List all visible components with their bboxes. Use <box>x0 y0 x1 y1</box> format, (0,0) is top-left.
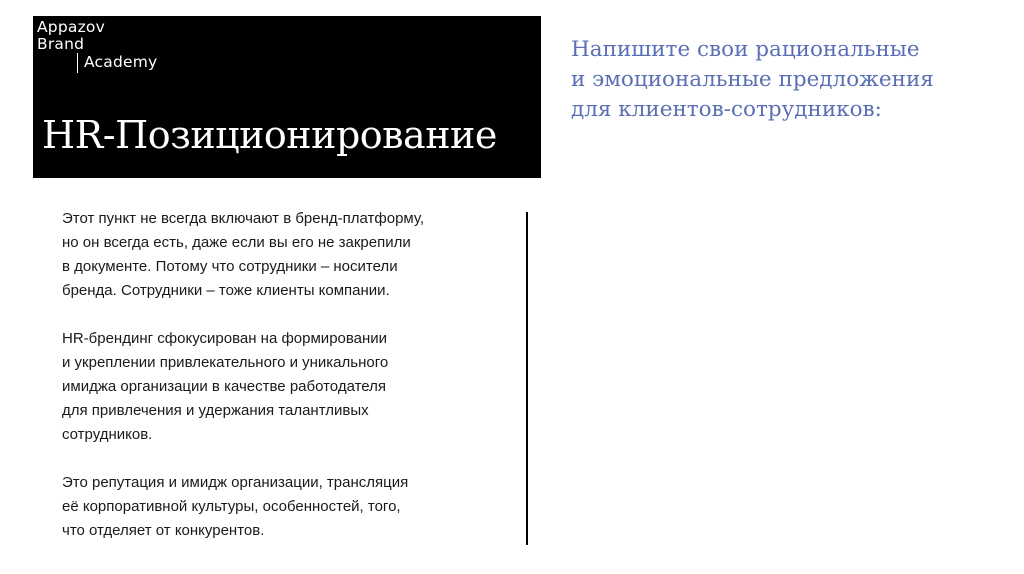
body-text <box>62 207 512 543</box>
body-paragraph-1: Этот пункт не всегда включают в бренд-платформу, но он всегда есть, даже если вы его не закрепили в документе. Потому что сотрудники – носители бренда. Сотрудники – тоже клиенты компании. <box>62 210 425 299</box>
brand-logo <box>37 18 158 71</box>
logo-line-brand: Brand <box>37 35 85 53</box>
exercise-prompt: Напишите свои рациональные и эмоциональные предложения для клиентов-сотрудников: <box>571 37 934 122</box>
logo-line-appazov: Appazov <box>37 18 105 36</box>
title-block <box>33 16 541 178</box>
body-paragraph-2: HR-брендинг сфокусирован на формировании и укреплении привлекательного и уникального имиджа организации в качестве работодателя для привлечения и удержания талантливых сотрудников. <box>62 330 389 443</box>
body-paragraph-3: Это репутация и имидж организации, трансляция её корпоративной культуры, особенностей, того, что отделяет от конкурентов. <box>62 474 409 539</box>
page-title: HR-Позиционирование <box>42 113 497 157</box>
logo-line-academy: Academy <box>77 53 165 73</box>
vertical-divider <box>526 212 528 545</box>
